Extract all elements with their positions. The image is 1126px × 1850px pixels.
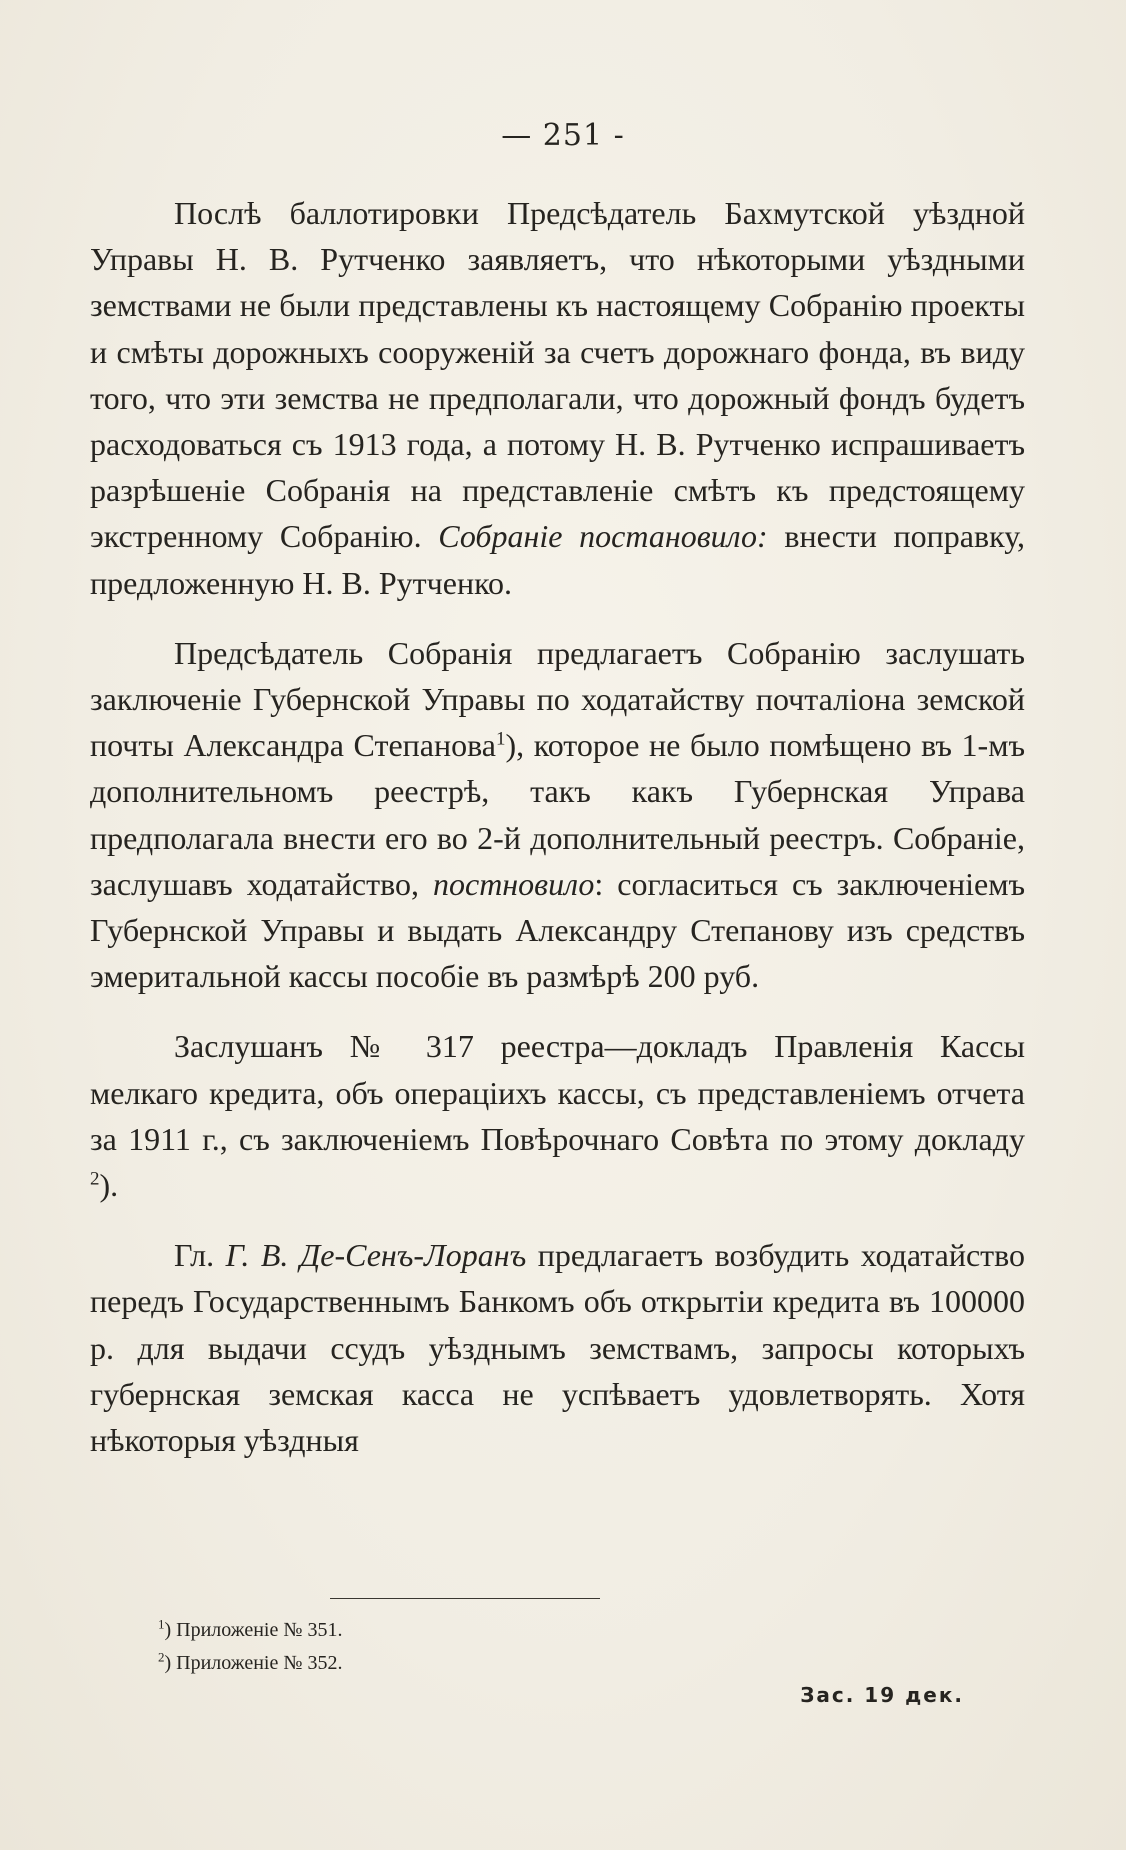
body-text — [90, 190, 1025, 1463]
footnote-1-text: ) Приложеніе № 351. — [164, 1619, 343, 1641]
session-mark: Зас. 19 дек. — [800, 1683, 964, 1707]
paragraph-2 — [90, 630, 1025, 1000]
footnote-2-mark: 2 — [158, 1649, 165, 1665]
paragraph-2-text-end: : согласиться съ заключеніемъ Губернской Управы и выдать Александру Степанову изъ средствъ эмеритальной кассы пособіе въ размѣрѣ 200 руб. — [90, 865, 1026, 995]
footnote-1 — [158, 1614, 342, 1647]
footnote-1-mark: 1 — [158, 1616, 165, 1632]
footnote-ref-2: 2 — [90, 1168, 100, 1190]
footnote-2 — [158, 1647, 342, 1680]
paragraph-4 — [90, 1232, 1025, 1463]
paragraph-2-text: Предсѣдатель Собранія предлагаетъ Собранію заслушать заключеніе Губернской Управы по ходатайству почталіона земской почты Александра Степанова — [90, 634, 1025, 764]
paragraph-1-text: Послѣ баллотировки Предсѣдатель Бахмутской уѣздной Управы Н. В. Рутченко заявляетъ, что нѣкоторыми уѣздными земствами не были представлены къ настоящему Собранію проекты и смѣты дорожныхъ сооруженій за счетъ дорожнаго фонда, въ виду того, что эти земства не предполагали, что дорожный фондъ будетъ расходоваться съ 1913 года, а потому Н. В. Рутченко испрашиваетъ разрѣшеніе Собранія на представленіе смѣтъ къ предстоящему экстренному Собранію. — [90, 195, 1025, 555]
footnote-2-text: ) Приложеніе № 352. — [164, 1652, 343, 1674]
footnotes — [158, 1614, 342, 1680]
paragraph-1-resolution: Собраніе постановило: — [438, 518, 768, 555]
paragraph-4-speaker: Г. В. Де-Сенъ-Лоранъ — [225, 1237, 527, 1274]
paragraph-1-text-end: внести поправку, предложенную Н. В. Рутченко. — [90, 518, 1026, 601]
paragraph-2-text-cont: ), которое не было помѣщено въ 1-мъ дополнительномъ реестрѣ, такъ какъ Губернская Управа предполагала внести его во 2-й дополнительный реестръ. Собраніе, заслушавъ ходатайство, — [90, 727, 1026, 902]
page-number: — 251 - — [501, 118, 625, 153]
footnote-ref-1: 1 — [496, 728, 506, 750]
footnote-divider — [330, 1598, 600, 1599]
paragraph-4-text: Гл. — [174, 1237, 215, 1274]
paragraph-3 — [90, 1023, 1025, 1208]
paragraph-3-text-end: ). — [99, 1167, 119, 1204]
paragraph-3-text: Заслушанъ № 317 реестра—докладъ Правленія Кассы мелкаго кредита, объ операціихъ кассы, съ представленіемъ отчета за 1911 г., съ заключеніемъ Повѣрочнаго Совѣта по этому докладу — [90, 1028, 1025, 1157]
paragraph-2-resolution: постновило — [432, 865, 595, 902]
paragraph-4-text-end: предлагаетъ возбудить ходатайство передъ Государственнымъ Банкомъ объ открытіи кредита въ 100000 р. для выдачи ссудъ уѣзднымъ земствамъ, запросы которыхъ губернская земская касса не успѣваетъ удовлетворять. Хотя нѣкоторыя уѣздныя — [90, 1237, 1026, 1459]
paragraph-1 — [90, 190, 1025, 606]
